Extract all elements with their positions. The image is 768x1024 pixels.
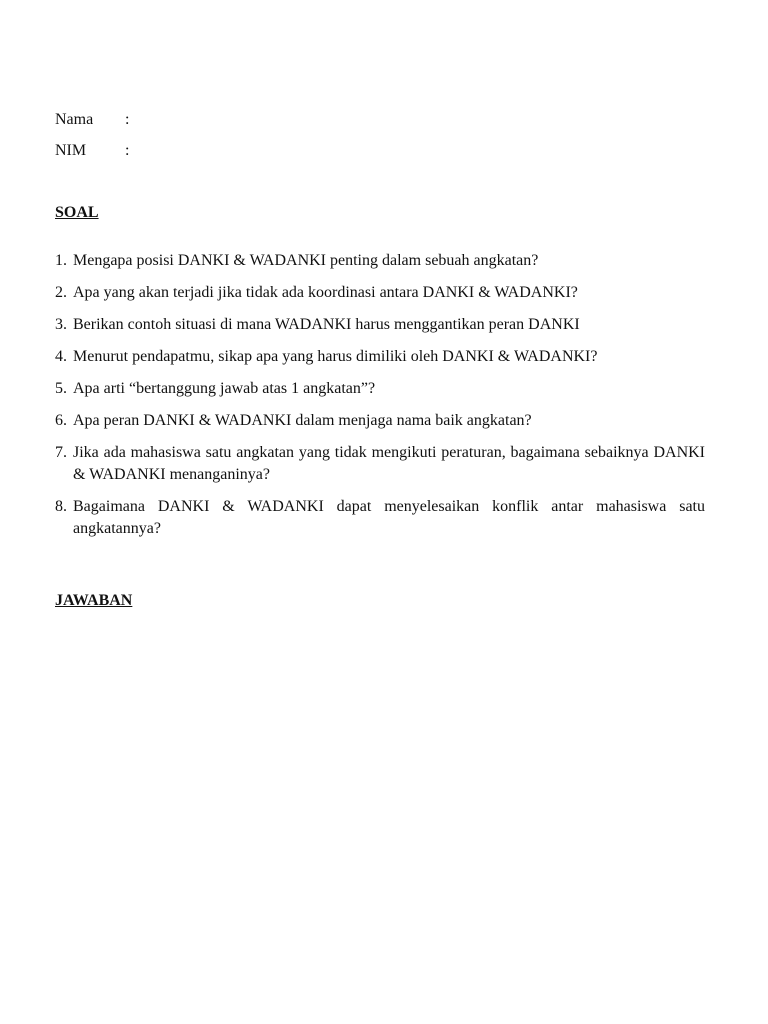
question-text: Apa peran DANKI & WADANKI dalam menjaga nama baik angkatan? <box>73 412 532 429</box>
question-text: Berikan contoh situasi di mana WADANKI harus menggantikan peran DANKI <box>73 316 580 333</box>
question-item <box>55 282 705 304</box>
soal-heading: SOAL <box>55 204 99 221</box>
question-number: 3. <box>55 316 67 333</box>
question-item <box>55 314 705 336</box>
question-text: Bagaimana DANKI & WADANKI dapat menyelesaikan konflik antar mahasiswa satu angkatannya? <box>73 498 705 537</box>
name-label: Nama <box>55 111 94 128</box>
question-number: 5. <box>55 380 67 397</box>
question-number: 2. <box>55 284 67 301</box>
jawaban-heading: JAWABAN <box>55 592 133 609</box>
nim-colon: : <box>125 142 130 159</box>
question-text: Jika ada mahasiswa satu angkatan yang tidak mengikuti peraturan, bagaimana sebaiknya DANKI & WADANKI menanganinya? <box>73 444 705 483</box>
question-item <box>55 250 705 272</box>
question-text: Apa yang akan terjadi jika tidak ada koordinasi antara DANKI & WADANKI? <box>73 284 578 301</box>
question-number: 6. <box>55 412 67 429</box>
name-colon: : <box>125 111 130 128</box>
question-text: Mengapa posisi DANKI & WADANKI penting dalam sebuah angkatan? <box>73 252 539 269</box>
question-text: Menurut pendapatmu, sikap apa yang harus dimiliki oleh DANKI & WADANKI? <box>73 348 598 365</box>
nim-label: NIM <box>55 142 87 159</box>
nim-field-row <box>55 141 135 161</box>
question-list <box>55 250 705 550</box>
question-text: Apa arti “bertanggung jawab atas 1 angkatan”? <box>73 380 376 397</box>
question-number: 8. <box>55 498 67 515</box>
question-item <box>55 442 705 486</box>
question-item <box>55 410 705 432</box>
name-field-row <box>55 110 135 130</box>
question-number: 4. <box>55 348 67 365</box>
question-number: 7. <box>55 444 67 461</box>
question-item <box>55 346 705 368</box>
question-item <box>55 378 705 400</box>
question-number: 1. <box>55 252 67 269</box>
question-item <box>55 496 705 540</box>
